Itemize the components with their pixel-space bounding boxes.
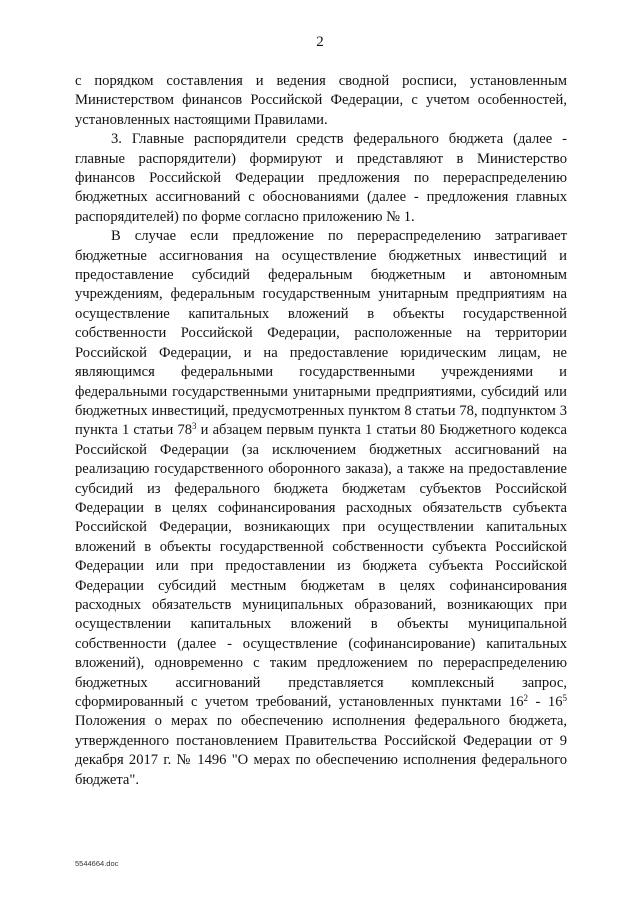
paragraph-capital-investments [75, 227, 567, 790]
superscript-article-78-3: 3 [192, 421, 197, 432]
superscript-clause-16-2: 2 [523, 693, 529, 703]
document-file-code: 5544664.doc [75, 859, 119, 868]
document-body [75, 72, 567, 790]
paragraph-text-part-2: и абзацем первым пункта 1 статьи 80 Бюджетного кодекса Российской Федерации (за исключением бюджетных ассигнований на реализацию государственного оборонного заказа), а также на предоставление субсидий из федерального бюджета бюджетам субъектов Российской Федерации в целях софинансирования расходных обязательств субъекта Российской Федерации, возникающих при осуществлении капитальных вложений в объекты государственной собственности субъекта Российской Федерации или при предоставлении из бюджета субъекта Российской Федерации субсидий местным бюджетам в целях софинансирования расходных обязательств муниципальных образований, возникающих при осуществлении капитальных вложений в объекты муниципальной собственности (далее - осуществление (софинансирование) капитальных вложений), одновременно с таким предложением по перераспределению бюджетных ассигнований представляется комплексный запрос, сформированный с учетом требований, установленных пунктами 16 [75, 422, 567, 710]
paragraph-continuation: с порядком составления и ведения сводной росписи, установленным Министерством финансов Российской Федерации, с учетом особенностей, установленных настоящими Правилами. [75, 73, 567, 128]
superscript-clause-16-5: 5 [562, 693, 567, 703]
paragraph-text-part-3: - 16 [528, 694, 563, 710]
paragraph-text-part-4: Положения о мерах по обеспечению исполнения федерального бюджета, утвержденного постановлением Правительства Российской Федерации от 9 декабря 2017 г. № 1496 "О мерах по обеспечению исполнения федерального бюджета". [75, 713, 567, 788]
page-number: 2 [316, 34, 324, 50]
paragraph-text-part-1: В случае если предложение по перераспределению затрагивает бюджетные ассигнования на осуществление бюджетных инвестиций и предоставление субсидий федеральным бюджетным и автономным учреждениям, федеральным государственным унитарным предприятиям на осуществление капитальных вложений в объекты государственной собственности Российской Федерации, расположенные на территории Российской Федерации, и на предоставление юридическим лицам, не являющимся федеральными государственными учреждениями и федеральными государственными унитарными предприятиями, субсидий или бюджетных инвестиций, предусмотренных пунктом 8 статьи 78, подпунктом 3 пункта 1 статьи 78 [75, 228, 567, 439]
paragraph-item-3: 3. Главные распорядители средств федерального бюджета (далее - главные распорядители) формируют и представляют в Министерство финансов Российской Федерации предложения по перераспределению бюджетных ассигнований с обоснованиями (далее - предложения главных распорядителей) по форме согласно приложению № 1. [75, 131, 567, 225]
